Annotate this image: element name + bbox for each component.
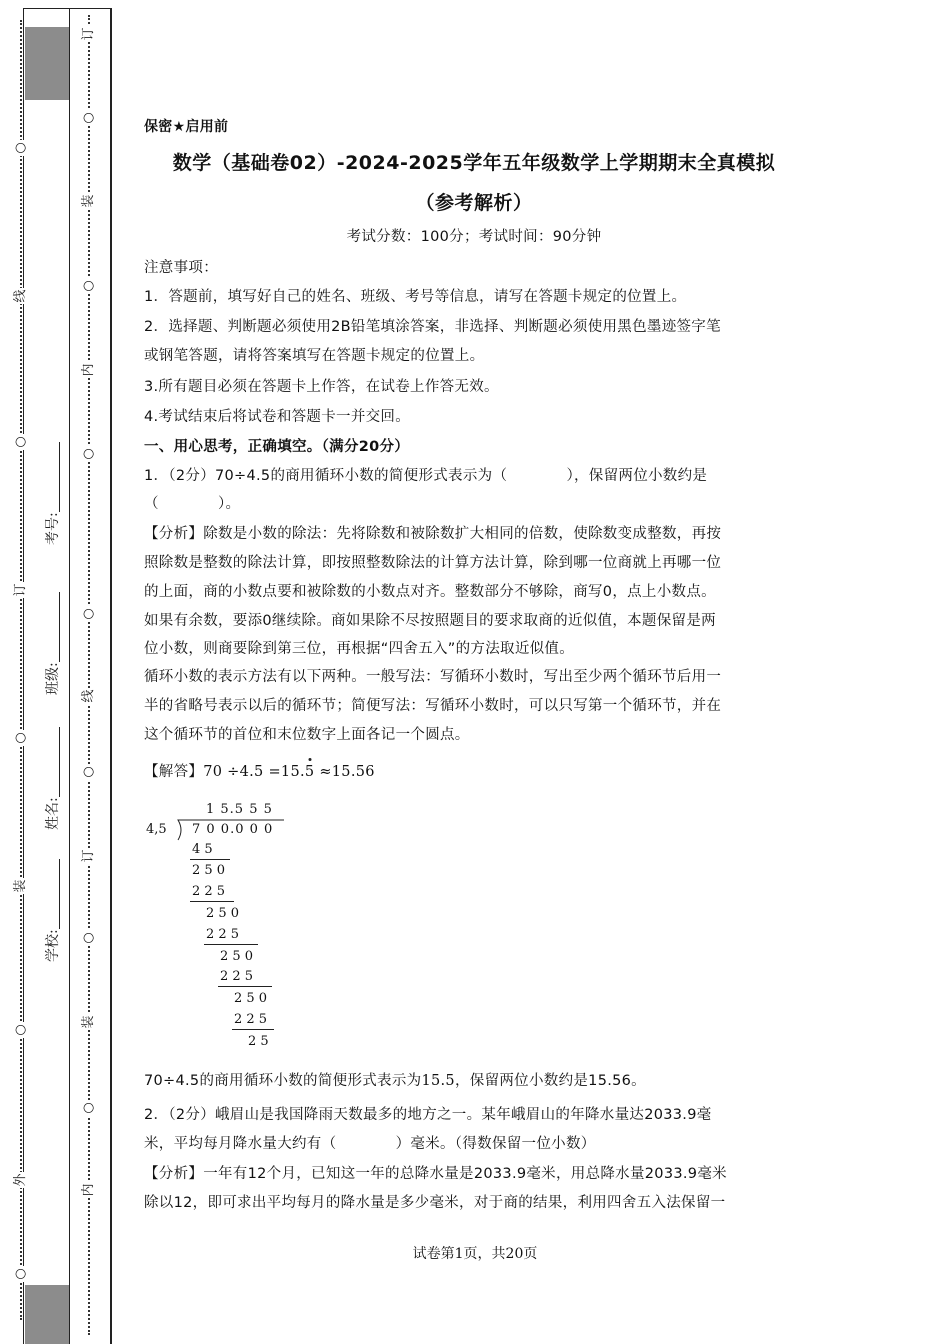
note-item: 或钢笔答题，请将答案填写在答题卡规定的位置上。: [144, 348, 485, 364]
q1-analysis-line: 如果有余数，要添0继续除。商如果除不尽按照题目的要求取商的近似值，本题保留是两: [144, 613, 716, 629]
q2-analysis-line: 除以12，即可求出平均每月的降水量是多少毫米，对于商的结果，利用四舍五入法保留一: [144, 1195, 726, 1211]
school-field[interactable]: 学校:: [42, 859, 62, 962]
inner-char-nei: 内: [81, 1183, 96, 1197]
outer-char-wai: 外: [13, 1173, 28, 1187]
inner-char-nei: 内: [81, 363, 96, 377]
q2-stem-cont: 米，平均每月降水量大约有（ ）毫米。（得数保留一位小数）: [144, 1136, 596, 1152]
page-footer: 试卷第1页，共20页: [412, 1246, 538, 1262]
outer-cut-line: [20, 20, 24, 1320]
inner-circle-mark: ○: [81, 110, 97, 126]
note-item: 1．答题前，填写好自己的姓名、班级、考号等信息，请写在答题卡规定的位置上。: [144, 289, 687, 305]
dividend: 7 0 0.0 0 0: [192, 822, 274, 837]
inner-char-xian: 线: [81, 689, 96, 703]
exam-info: 考试分数：100分；考试时间：90分钟: [346, 229, 602, 245]
page-subtitle: （参考解析）: [415, 192, 533, 214]
note-item: 4.考试结束后将试卷和答题卡一并交回。: [144, 409, 411, 425]
q1-analysis-line: 半的省略号表示以后的循环节；简便写法：写循环小数时，可以只写第一个循环节，并在: [144, 698, 722, 714]
division-step: 2 2 5: [220, 969, 254, 984]
q1-analysis-line: 循环小数的表示方法有以下两种。一般写法：写循环小数时，写出至少两个循环节后用一: [144, 669, 722, 685]
step-rule: [204, 944, 258, 945]
division-step: 2 5 0: [192, 863, 226, 878]
confidential-label: 保密★启用前: [144, 119, 229, 135]
inner-char-ding: 订: [81, 27, 96, 41]
name-field[interactable]: 姓名:: [42, 727, 62, 830]
outer-char-xian: 线: [13, 289, 28, 303]
outer-circle-mark: ○: [13, 140, 29, 156]
division-step: 2 2 5: [192, 884, 226, 899]
exam-number-field[interactable]: 考号:: [42, 442, 62, 545]
inner-circle-mark: ○: [81, 930, 97, 946]
binding-band-top: [25, 27, 69, 100]
inner-circle-mark: ○: [81, 278, 97, 294]
margin-inner-border: [69, 8, 70, 1344]
outer-circle-mark: ○: [13, 1022, 29, 1038]
margin-right-border: [110, 8, 112, 1344]
q1-answer: [144, 762, 804, 782]
q1-conclusion: [144, 1071, 804, 1091]
notes-heading: 注意事项：: [144, 260, 218, 276]
q1-analysis-line: 照除数是整数的除法计算，即按照整数除法的计算方法计算，除到哪一位商就上再哪一位: [144, 555, 722, 571]
step-rule: [190, 859, 230, 860]
q1-analysis-line: 位小数，则商要除到第三位，再根据“四舍五入”的方法取近似值。: [144, 641, 575, 657]
inner-char-zhuang: 装: [81, 194, 96, 208]
q2-analysis-line: 【分析】一年有12个月，已知这一年的总降水量是2033.9毫米，用总降水量2033.9毫米: [144, 1166, 727, 1182]
outer-circle-mark: ○: [13, 1266, 29, 1282]
outer-circle-mark: ○: [13, 434, 29, 450]
section-heading: 一、用心思考，正确填空。（满分20分）: [144, 439, 410, 455]
conclusion-text: ，保留两位小数约是15.56。: [454, 1073, 646, 1089]
division-step: 2 5 0: [206, 906, 240, 921]
step-rule: [232, 1029, 274, 1030]
note-item: 3.所有题目必须在答题卡上作答，在试卷上作答无效。: [144, 379, 499, 395]
repeating-decimal: [421, 1073, 455, 1089]
q1-stem-cont: （ ）。: [144, 496, 241, 512]
inner-circle-mark: ○: [81, 606, 97, 622]
division-remainder: 2 5: [248, 1034, 269, 1049]
answer-label: 【解答】: [144, 764, 204, 780]
note-item: 2．选择题、判断题必须使用2B铅笔填涂答案，非选择、判断题必须使用黑色墨迹签字笔: [144, 319, 721, 335]
answer-expression-a: 70 ÷4.5 =15.: [203, 764, 305, 780]
repeating-decimal-value: 15.5: [421, 1073, 455, 1089]
step-rule: [218, 986, 272, 987]
conclusion-text: 70÷4.5的商用循环小数的简便形式表示为: [144, 1073, 422, 1089]
inner-cut-line: [88, 15, 92, 1335]
q1-analysis-line: 这个循环节的首位和末位数字上面各记一个圆点。: [144, 727, 470, 743]
repeating-digit: 5: [304, 764, 315, 780]
long-division: [146, 798, 306, 1058]
inner-circle-mark: ○: [81, 764, 97, 780]
step-rule: [190, 901, 234, 902]
division-step: 2 5 0: [220, 949, 254, 964]
inner-char-zhuang: 装: [81, 1015, 96, 1029]
class-field[interactable]: 班级:: [42, 592, 62, 695]
inner-circle-mark: ○: [81, 446, 97, 462]
q1-analysis-line: 的上面，商的小数点要和被除数的小数点对齐。整数部分不够除，商写0，点上小数点。: [144, 584, 716, 600]
outer-char-zhuang: 装: [13, 879, 28, 893]
margin-top-border: [23, 8, 111, 9]
outer-char-ding: 订: [13, 583, 28, 597]
division-step: 2 2 5: [206, 927, 240, 942]
q2-stem: 2．（2分）峨眉山是我国降雨天数最多的地方之一。某年峨眉山的年降水量达2033.9毫: [144, 1107, 712, 1123]
binding-band-bottom: [25, 1285, 69, 1344]
q1-analysis-line: 【分析】除数是小数的除法：先将除数和被除数扩大相同的倍数，使除数变成整数，再按: [144, 526, 722, 542]
inner-circle-mark: ○: [81, 1100, 97, 1116]
inner-char-ding: 订: [81, 849, 96, 863]
division-step: 2 2 5: [234, 1012, 268, 1027]
division-step: 2 5 0: [234, 991, 268, 1006]
divisor: 4,5: [146, 822, 167, 837]
q1-stem: 1．（2分）70÷4.5的商用循环小数的简便形式表示为（ ），保留两位小数约是: [144, 468, 708, 484]
outer-circle-mark: ○: [13, 730, 29, 746]
division-step: 4 5: [192, 842, 213, 857]
quotient: 1 5.5 5 5: [206, 802, 273, 817]
answer-expression-b: ≈15.56: [314, 764, 375, 780]
page-title: 数学（基础卷02）-2024-2025学年五年级数学上学期期末全真模拟: [172, 152, 776, 174]
